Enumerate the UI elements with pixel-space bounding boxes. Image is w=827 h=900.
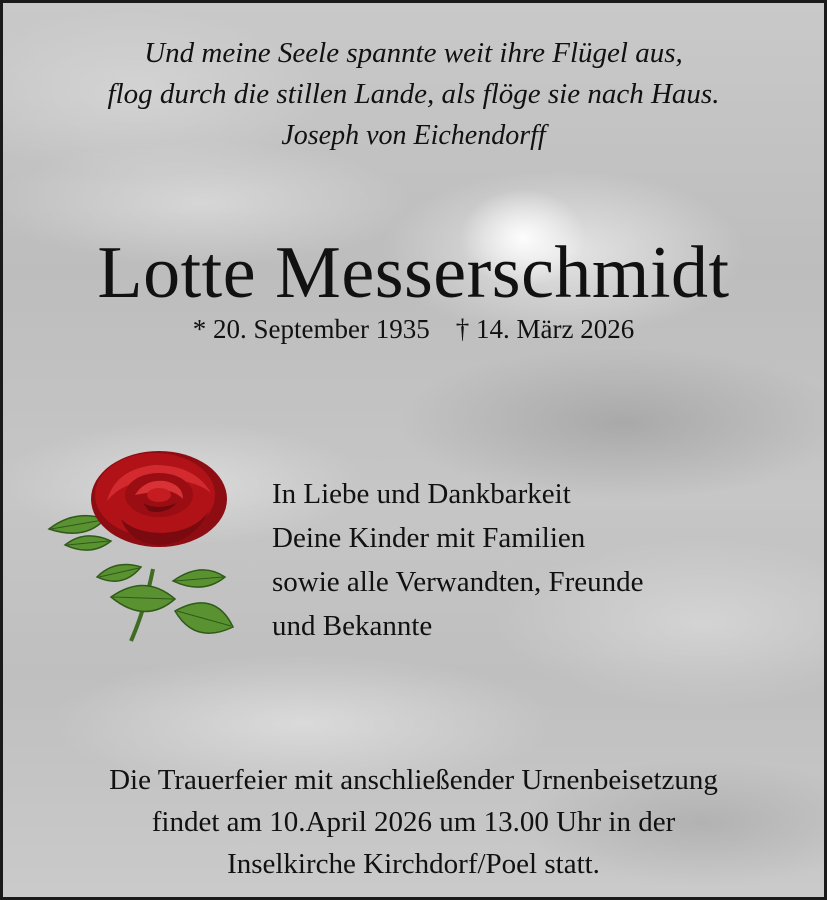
service-line: Inselkirche Kirchdorf/Poel statt. [227,848,600,880]
funeral-service-info [3,759,824,885]
quote-line-1: Und meine Seele spannte weit ihre Flügel aus, [144,37,683,69]
quote-author: Joseph von Eichendorff [281,120,546,151]
life-dates [3,311,824,347]
mourners-line: sowie alle Verwandten, Freunde [272,566,644,598]
birth-date: * 20. September 1935 [192,314,430,344]
quote-line-2: flog durch die stillen Lande, als flöge sie nach Haus. [107,78,720,110]
service-line: Die Trauerfeier mit anschließender Urnenbeisetzung [109,764,718,796]
poem-quote [3,33,824,156]
service-line: findet am 10.April 2026 um 13.00 Uhr in der [151,806,676,838]
death-date: † 14. März 2026 [455,314,635,344]
mourners-line: Deine Kinder mit Familien [272,522,586,554]
mourners-text [272,472,644,648]
mourners-line: und Bekannte [272,610,433,642]
deceased-name: Lotte Messerschmidt [97,232,730,314]
rose-icon [45,449,241,655]
mourners-line: In Liebe und Dankbarkeit [272,478,571,510]
